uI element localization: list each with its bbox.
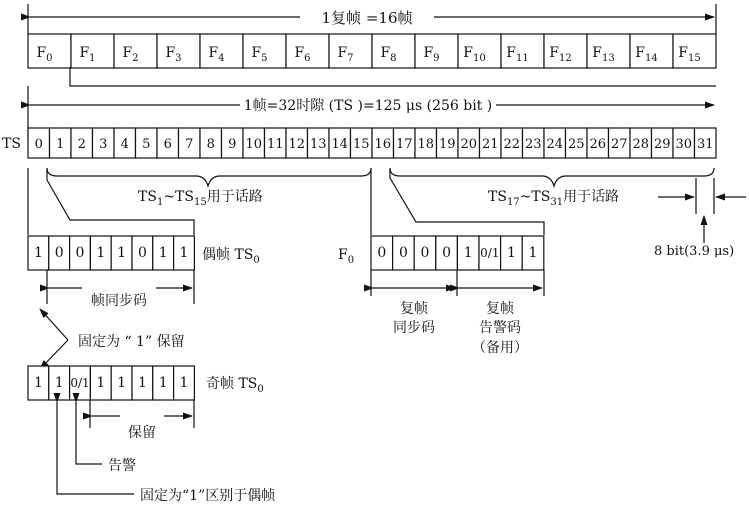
timeslot-number: 14	[331, 137, 349, 152]
bit-value: 0	[442, 245, 452, 261]
multiframe-alarm-line3: （备用）	[472, 340, 528, 356]
bit-value: 0	[75, 245, 85, 261]
f0-ts16-bits	[371, 236, 544, 270]
bit-value: 0	[54, 245, 64, 261]
bit-value: 1	[117, 245, 127, 261]
timeslot-number: 28	[632, 137, 650, 152]
timeslot-number: 27	[610, 137, 628, 152]
bit-value: 1	[158, 375, 168, 391]
alarm-callout-line	[76, 402, 102, 464]
odd-frame-reserved-span	[90, 400, 194, 441]
multiframe-title: 1复帧 =16帧	[321, 9, 413, 27]
timeslot-number: 19	[438, 137, 456, 152]
frame-label: $F_{11}$	[506, 45, 529, 64]
bit-value: 0/1	[70, 376, 90, 390]
timeslot-number: 23	[524, 137, 542, 152]
reserved-note: 固定为 “ 1” 保留	[78, 334, 185, 350]
timeslot-number: 13	[309, 137, 327, 152]
ts-row-label: TS	[2, 136, 21, 152]
bit-value: 1	[96, 245, 106, 261]
frame-expansion-line	[70, 67, 716, 86]
frame-label: $F_2$	[122, 45, 139, 64]
timeslot-number: 22	[503, 137, 521, 152]
timeslot-number: 20	[460, 137, 478, 152]
bit-value: 0	[137, 245, 147, 261]
multiframe-span	[28, 4, 716, 36]
timeslot-number: 11	[266, 137, 284, 152]
multiframe-alarm-line1: 复帧	[486, 301, 514, 317]
multiframe-sync-line1: 复帧	[400, 301, 428, 317]
multiframe-sync-span	[371, 270, 544, 356]
brace-speech-ts1-ts15	[47, 168, 371, 186]
timeslot-number: 0	[34, 137, 43, 152]
timeslot-number: 4	[120, 137, 129, 152]
bit-value: 1	[179, 375, 189, 391]
frame-label: $F_4$	[208, 45, 225, 64]
frame-label: $F_6$	[294, 45, 311, 64]
frame-label: $F_1$	[79, 45, 96, 64]
odd-frame-label: 奇帧 $TS_0$	[206, 376, 264, 395]
frame-label: $F_{12}$	[549, 45, 572, 64]
bit-value: 1	[158, 245, 168, 261]
frame-label: $F_{10}$	[463, 45, 486, 64]
bit-value: 1	[179, 245, 189, 261]
timeslot-number: 31	[696, 137, 714, 152]
reserved-arrow-down	[40, 340, 68, 369]
timeslot-number: 5	[142, 137, 151, 152]
timeslot-number: 26	[589, 137, 607, 152]
reserved-label: 保留	[128, 425, 156, 441]
bit-value: 1	[33, 245, 43, 261]
frame-sync-label: 帧同步码	[91, 293, 147, 309]
bit-value: 1	[528, 245, 538, 261]
f0-ts16-label: $F_0$	[338, 247, 355, 266]
slot-duration-label: 8 bit(3.9 μs)	[654, 244, 735, 259]
bit-value: 1	[96, 375, 106, 391]
even-frame-label: 偶帧 $TS_0$	[202, 247, 260, 266]
timeslot-number: 16	[374, 137, 392, 152]
timeslot-number: 6	[163, 137, 172, 152]
bit-value: 1	[54, 375, 64, 391]
timeslot-number: 10	[245, 137, 263, 152]
timeslot-number: 9	[228, 137, 237, 152]
bit-value: 1	[33, 375, 43, 391]
frame-label: $F_0$	[36, 45, 53, 64]
frame-row	[28, 34, 716, 68]
timeslot-number: 2	[77, 137, 86, 152]
timeslot-number: 24	[546, 137, 564, 152]
timeslot-number: 12	[288, 137, 306, 152]
frame-label: $F_{15}$	[678, 45, 701, 64]
timeslot-number: 29	[653, 137, 671, 152]
bit-value: 1	[463, 245, 473, 261]
fixed-bit-label: 固定为“1”区别于偶帧	[140, 488, 276, 504]
bit-value: 0	[377, 245, 387, 261]
speech-group2-label: $TS_{17}\sim TS_{31}$用于话路	[488, 189, 620, 208]
timeslot-row	[28, 128, 716, 158]
timeslot-number: 17	[395, 137, 413, 152]
frame-label: $F_3$	[165, 45, 182, 64]
frame-label: $F_8$	[380, 45, 397, 64]
multiframe-sync-line2: 同步码	[393, 320, 435, 336]
frame-label: $F_5$	[251, 45, 268, 64]
timeslot-number: 3	[99, 137, 108, 152]
frame-title: 1帧=32时隙 (TS )=125 μs (256 bit )	[243, 98, 493, 114]
bit-value: 1	[137, 375, 147, 391]
bit-value: 0	[398, 245, 408, 261]
slot-duration-indicator	[654, 178, 746, 259]
bit-value: 1	[117, 375, 127, 391]
multiframe-alarm-line2: 告警码	[479, 320, 521, 336]
bit-value: 0/1	[480, 246, 500, 260]
timeslot-number: 18	[417, 137, 435, 152]
even-frame-ts0-bits	[28, 236, 194, 270]
timeslot-number: 7	[185, 137, 194, 152]
reserved-arrow-up	[40, 309, 68, 340]
frame-label: $F_7$	[337, 45, 354, 64]
timeslot-number: 8	[206, 137, 215, 152]
timeslot-number: 21	[481, 137, 499, 152]
frame-label: $F_{13}$	[592, 45, 615, 64]
frame-label: $F_{14}$	[635, 45, 658, 64]
bit-value: 0	[420, 245, 430, 261]
frame-label: $F_9$	[423, 45, 440, 64]
bit-value: 1	[506, 245, 516, 261]
even-frame-sync-span	[47, 270, 194, 309]
speech-group1-label: $TS_1\sim TS_{15}$用于话路	[138, 189, 263, 208]
brace-speech-ts17-ts31	[390, 168, 714, 186]
timeslot-number: 30	[675, 137, 693, 152]
alarm-label: 告警	[108, 458, 136, 474]
odd-frame-ts0-bits	[28, 366, 194, 400]
timeslot-number: 1	[56, 137, 65, 152]
timeslot-number: 25	[567, 137, 585, 152]
timeslot-number: 15	[352, 137, 370, 152]
